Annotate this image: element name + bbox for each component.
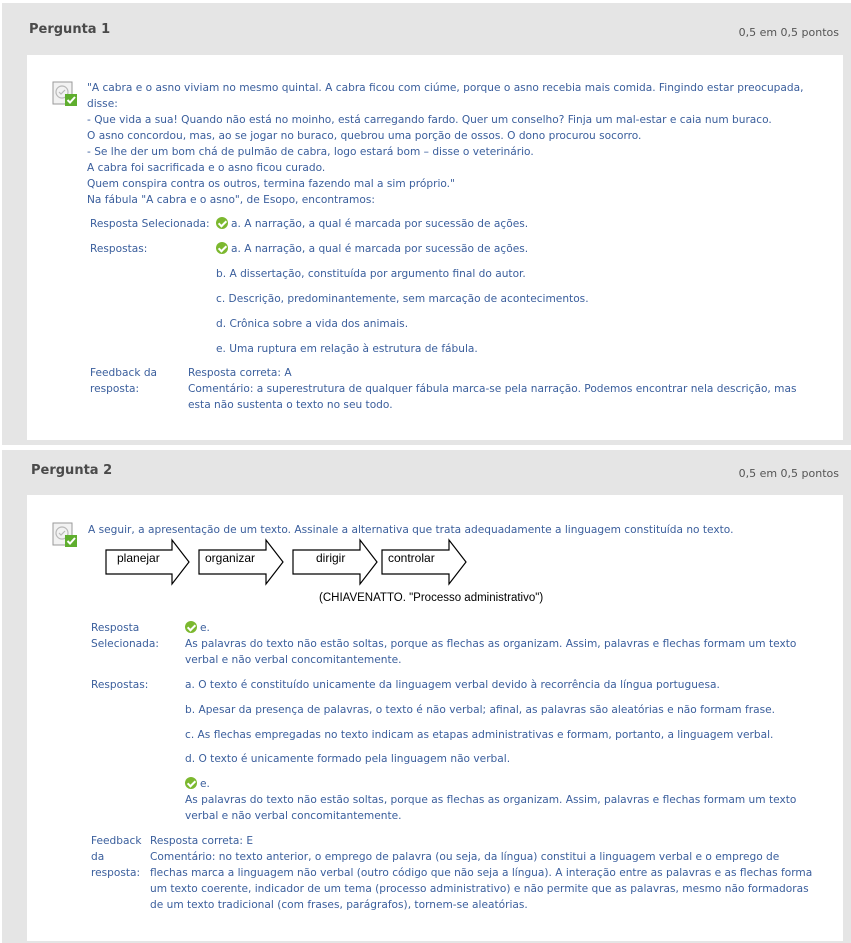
question-1-text-line: Quem conspira contra os outros, termina fazendo mal a sim próprio."	[87, 178, 455, 190]
selected-answer-label: Resposta Selecionada:	[90, 218, 210, 230]
answers-label: Respostas:	[90, 243, 148, 255]
question-1-text-line: "A cabra e o asno viviam no mesmo quintal. A cabra ficou com ciúme, porque o asno recebia mais comida. Fingindo estar preocupada,	[87, 82, 804, 94]
answer-option: c. Descrição, predominantemente, sem marcação de acontecimentos.	[216, 293, 589, 305]
answer-option: e.	[185, 776, 210, 792]
question-1-text-line: - Se lhe der um bom chá de pulmão de cabra, logo estará bom – disse o veterinário.	[87, 146, 534, 158]
answer-option: b. Apesar da presença de palavras, o texto é não verbal; afinal, as palavras são aleatórias e não formam frase.	[185, 704, 775, 716]
question-1-score: 0,5 em 0,5 pontos	[738, 26, 839, 39]
selected-answer-label: Resposta	[91, 622, 140, 634]
feedback-line: Comentário: no texto anterior, o emprego de palavra (ou seja, da língua) constitui a linguagem verbal e o emprego de	[150, 851, 780, 863]
question-1-text-line: disse:	[87, 98, 118, 110]
question-1-text-line: - Que vida a sua! Quando não está no moinho, está carregando fardo. Quer um conselho? Finja um mal-estar e caia num buraco.	[87, 114, 772, 126]
answer-option-line: As palavras do texto não estão soltas, porque as flechas as organizam. Assim, palavras e flechas formam um texto	[185, 794, 797, 806]
selected-answer-label: Selecionada:	[91, 638, 159, 650]
feedback-label: resposta:	[91, 867, 141, 879]
feedback-line: de um texto tradicional (com frases, parágrafos), tornem-se aleatórias.	[150, 899, 528, 911]
process-flow-diagram	[105, 538, 469, 588]
flow-step-label: organizar	[205, 551, 256, 565]
answer-option: c. As flechas empregadas no texto indicam as etapas administrativas e formam, portanto, a linguagem verbal.	[185, 729, 774, 741]
feedback-label: da	[91, 851, 105, 863]
answer-option: a. A narração, a qual é marcada por sucessão de ações.	[216, 241, 528, 257]
question-1-title: Pergunta 1	[29, 22, 111, 37]
answers-label: Respostas:	[91, 679, 149, 691]
answer-option: e. Uma ruptura em relação à estrutura de fábula.	[216, 343, 478, 355]
question-2-title: Pergunta 2	[31, 463, 113, 478]
selected-answer-line: As palavras do texto não estão soltas, porque as flechas as organizam. Assim, palavras e flechas formam um texto	[185, 638, 797, 650]
feedback-line: esta não sustenta o texto no seu todo.	[188, 399, 393, 411]
question-1-text-line: Na fábula "A cabra e o asno", de Esopo, encontramos:	[87, 194, 375, 206]
question-2-card	[27, 495, 843, 941]
feedback-label: resposta:	[90, 383, 140, 395]
feedback-line: Resposta correta: E	[150, 835, 254, 847]
question-1-text-line: A cabra foi sacrificada e o asno ficou curado.	[87, 162, 326, 174]
question-2-text: A seguir, a apresentação de um texto. Assinale a alternativa que trata adequadamente a linguagem constituída no texto.	[88, 524, 734, 536]
correct-check-icon	[185, 777, 197, 789]
question-1-text-line: O asno concordou, mas, ao se jogar no buraco, quebrou uma porção de ossos. O dono procurou socorro.	[87, 130, 642, 142]
question-1-card	[27, 55, 843, 440]
selected-answer-line: verbal e não verbal concomitantemente.	[185, 654, 402, 666]
feedback-line: flechas marca a linguagem não verbal (outro código que não seja a língua). A interação entre as palavras e as flechas forma	[150, 867, 813, 879]
flow-arrow-planejar	[106, 540, 189, 584]
flow-step-label: planejar	[117, 551, 160, 565]
correct-check-icon	[216, 242, 228, 254]
flow-step-label: dirigir	[316, 551, 346, 565]
flow-arrow-controlar	[382, 540, 466, 584]
feedback-line: um texto coerente, indicador de um tema (processo administrativo) e não permite que as palavras, mesmo não formadoras	[150, 883, 809, 895]
flow-arrow-organizar	[199, 540, 283, 584]
question-icon	[52, 81, 78, 107]
answer-option: d. O texto é unicamente formado pela linguagem não verbal.	[185, 753, 511, 765]
selected-answer: e.	[185, 620, 210, 636]
feedback-line: Resposta correta: A	[188, 367, 292, 379]
flow-step-label: controlar	[388, 551, 435, 565]
correct-check-icon	[216, 217, 228, 229]
answer-option-line: verbal e não verbal concomitantemente.	[185, 810, 402, 822]
answer-option: d. Crônica sobre a vida dos animais.	[216, 318, 409, 330]
answer-option: b. A dissertação, constituída por argumento final do autor.	[216, 268, 526, 280]
citation: (CHIAVENATTO. "Processo administrativo")	[319, 592, 544, 604]
correct-check-icon	[185, 621, 197, 633]
question-2-score: 0,5 em 0,5 pontos	[738, 467, 839, 480]
answer-option: a. O texto é constituído unicamente da linguagem verbal devido à recorrência da língua portuguesa.	[185, 679, 720, 691]
question-icon	[52, 522, 78, 548]
feedback-line: Comentário: a superestrutura de qualquer fábula marca-se pela narração. Podemos encontrar nela descrição, mas	[188, 383, 797, 395]
feedback-label: Feedback	[91, 835, 142, 847]
feedback-label: Feedback da	[90, 367, 158, 379]
flow-arrow-dirigir	[293, 540, 377, 584]
selected-answer: a. A narração, a qual é marcada por sucessão de ações.	[216, 216, 528, 232]
